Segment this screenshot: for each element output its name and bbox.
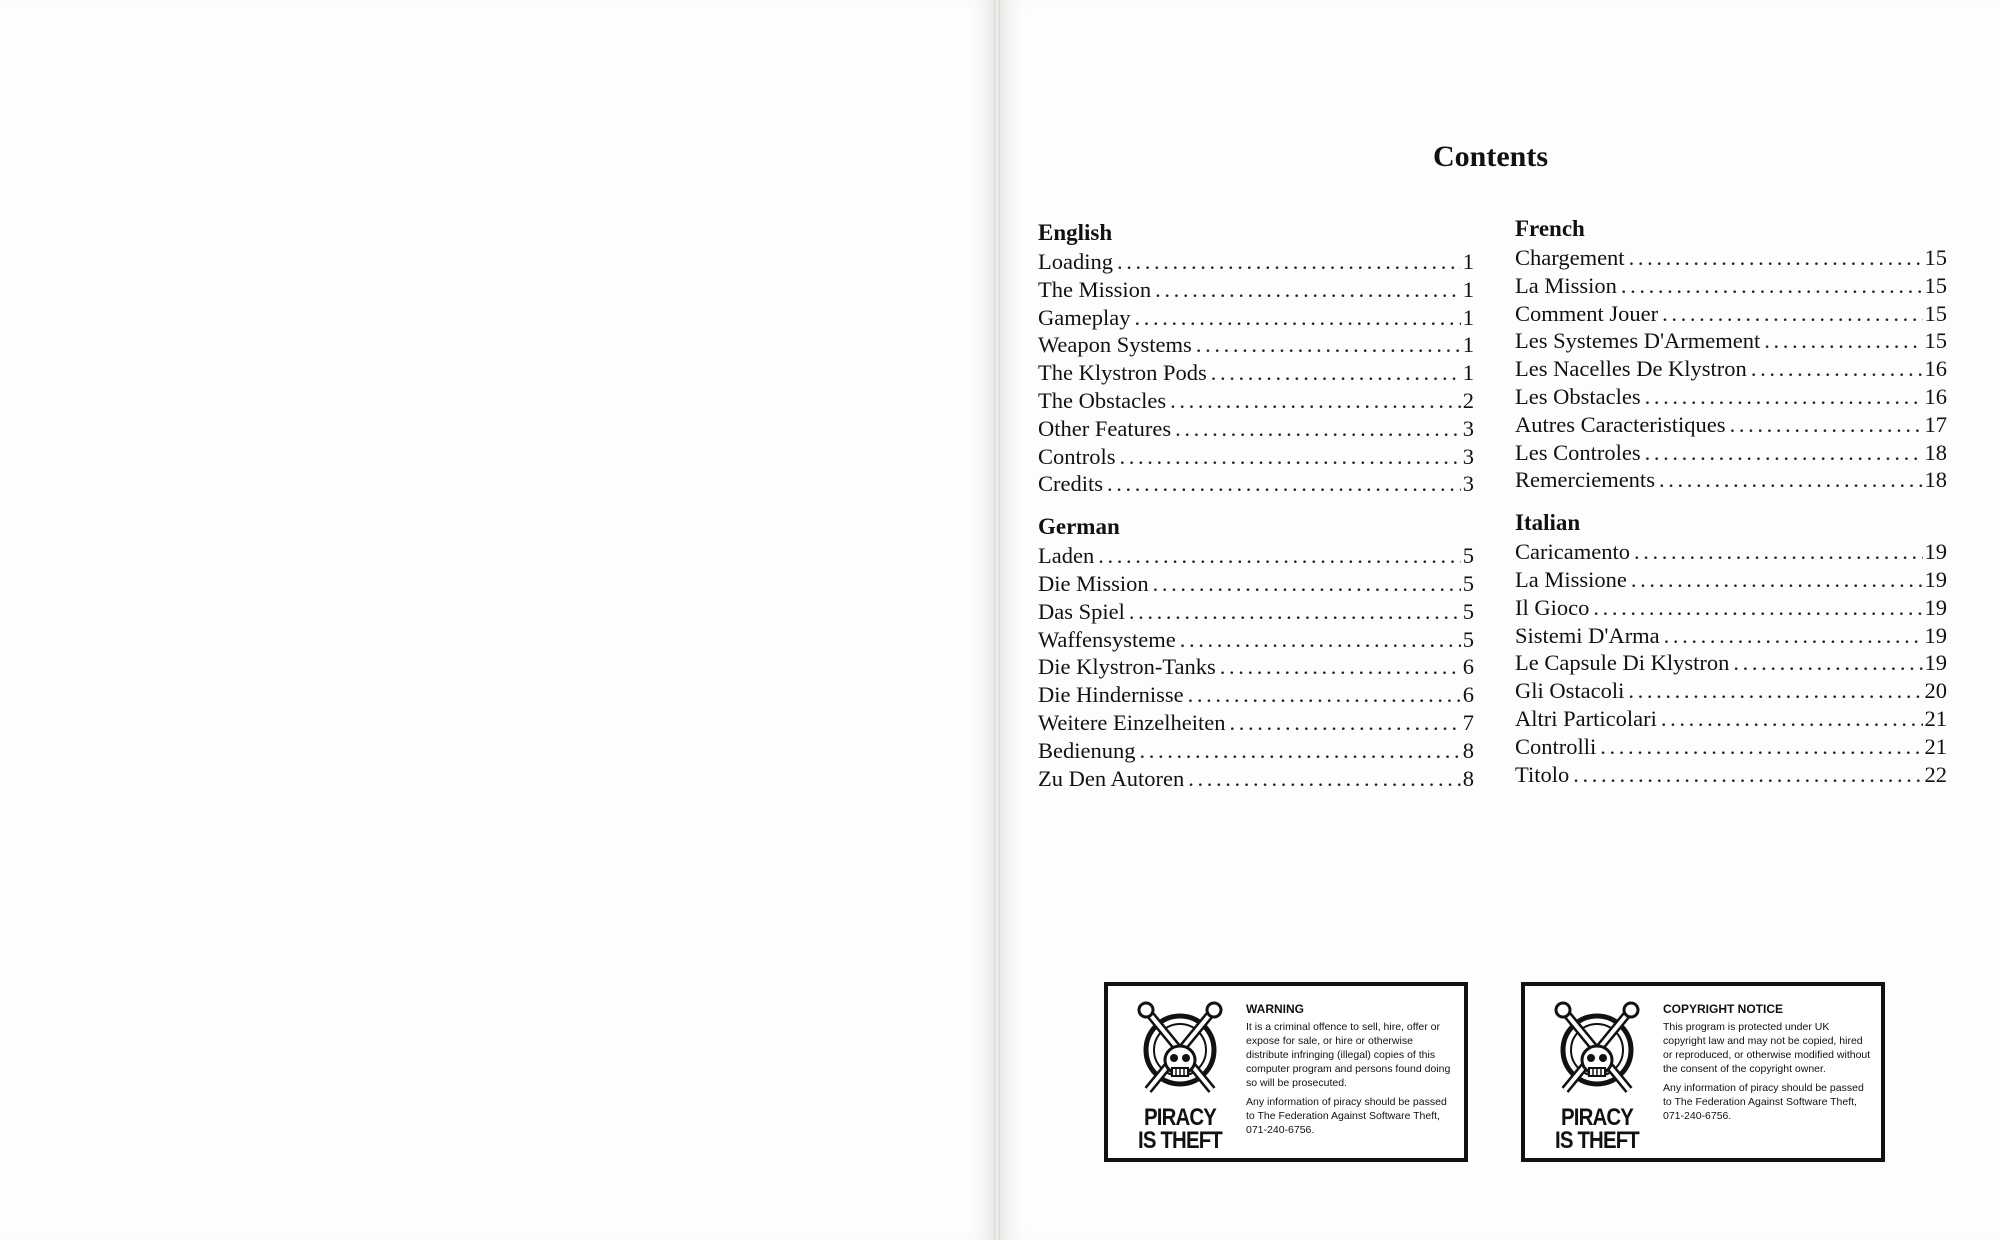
dot-leader <box>1211 359 1461 387</box>
toc-entry-page: 19 <box>1924 566 1947 592</box>
toc-entry-page: 20 <box>1924 678 1947 704</box>
toc-entry-label: Les Nacelles De Klystron <box>1515 356 1747 382</box>
toc-column-left <box>1038 218 1474 806</box>
dot-leader <box>1662 300 1922 328</box>
toc-entry-page: 7 <box>1462 709 1474 735</box>
section-heading: English <box>1038 220 1113 245</box>
section-heading: Italian <box>1515 510 1581 536</box>
warning-text <box>1246 1002 1456 1142</box>
toc-entry <box>1515 244 1947 272</box>
toc-entry-page: 1 <box>1462 360 1474 386</box>
toc-entry-label: Les Systemes D'Armement <box>1515 328 1761 354</box>
piracy-emblem <box>1130 1000 1230 1154</box>
dot-leader <box>1629 244 1923 272</box>
toc-entry-label: Das Spiel <box>1038 598 1125 624</box>
toc-section <box>1038 512 1474 792</box>
dot-leader <box>1600 733 1922 761</box>
toc-entry-label: Les Obstacles <box>1515 383 1641 409</box>
copyright-paragraph-2: Any information of piracy should be passed to The Federation Against Software Theft, 071-240-6756. <box>1663 1082 1864 1122</box>
toc-entry-page: 18 <box>1924 439 1947 465</box>
dot-leader <box>1593 594 1922 622</box>
copyright-paragraph-1: This program is protected under UK copyright law and may not be copied, hired or reproduced, or otherwise modified without the consent of the copyright owner. <box>1663 1021 1871 1075</box>
toc-entry-label: Controls <box>1038 443 1116 469</box>
dot-leader <box>1645 383 1923 411</box>
toc-entry-page: 3 <box>1462 443 1474 469</box>
dot-leader <box>1661 705 1923 733</box>
toc-entry-page: 16 <box>1924 383 1947 409</box>
toc-section <box>1038 218 1474 498</box>
toc-entry <box>1038 653 1474 681</box>
toc-entry <box>1038 276 1474 304</box>
dot-leader <box>1098 542 1461 570</box>
toc-entry-label: Gameplay <box>1038 304 1131 330</box>
toc-entry <box>1515 300 1947 328</box>
toc-entry <box>1515 594 1947 622</box>
dot-leader <box>1120 443 1461 471</box>
toc-entry-label: Weitere Einzelheiten <box>1038 709 1226 735</box>
toc-entry <box>1515 466 1947 494</box>
dot-leader <box>1188 681 1461 709</box>
toc-entry <box>1038 709 1474 737</box>
dot-leader <box>1229 709 1460 737</box>
left-page <box>0 0 994 1240</box>
toc-entry <box>1038 765 1474 793</box>
dot-leader <box>1634 538 1923 566</box>
toc-entry-label: The Klystron Pods <box>1038 360 1207 386</box>
toc-entry-page: 15 <box>1924 300 1947 326</box>
toc-entry-label: La Missione <box>1515 566 1627 592</box>
dot-leader <box>1153 570 1461 598</box>
dot-leader <box>1573 761 1922 789</box>
dot-leader <box>1751 355 1923 383</box>
dot-leader <box>1180 626 1461 654</box>
dot-leader <box>1659 466 1923 494</box>
toc-entry <box>1038 331 1474 359</box>
emblem-line-2: IS THEFT <box>1555 1127 1639 1154</box>
toc-entry-page: 19 <box>1924 650 1947 676</box>
toc-entry <box>1038 570 1474 598</box>
toc-entry-label: Weapon Systems <box>1038 332 1192 358</box>
toc-entry-label: Credits <box>1038 471 1103 497</box>
toc-entry-page: 1 <box>1462 332 1474 358</box>
warning-paragraph-1: It is a criminal offence to sell, hire, offer or expose for sale, or hire or otherwise distribute infringing (illegal) copies of this computer program and persons found doing so will be prosecuted. <box>1246 1021 1451 1089</box>
toc-entry-page: 1 <box>1462 304 1474 330</box>
toc-entry-label: Remerciements <box>1515 467 1655 493</box>
warning-paragraph-2: Any information of piracy should be passed to The Federation Against Software Theft, 071-240-6756. <box>1246 1096 1447 1136</box>
toc-entry <box>1038 470 1474 498</box>
section-heading: French <box>1515 216 1585 241</box>
toc-column-right <box>1515 214 1947 802</box>
toc-entry-page: 22 <box>1924 761 1947 787</box>
toc-entry-page: 3 <box>1462 471 1474 497</box>
copyright-text <box>1663 1002 1873 1128</box>
dot-leader <box>1170 387 1461 415</box>
toc-entry-page: 21 <box>1924 705 1947 731</box>
contents-title: Contents <box>1433 140 1549 173</box>
toc-entry <box>1038 248 1474 276</box>
toc-entry-page: 15 <box>1924 272 1947 298</box>
dot-leader <box>1730 411 1923 439</box>
toc-entry-page: 5 <box>1462 626 1474 652</box>
toc-entry-label: Autres Caracteristiques <box>1515 411 1726 437</box>
toc-entry-page: 5 <box>1462 570 1474 596</box>
toc-entry <box>1515 272 1947 300</box>
toc-entry <box>1038 542 1474 570</box>
toc-entry <box>1515 761 1947 789</box>
skull-crossbones-icon <box>1136 1000 1224 1100</box>
toc-entry-page: 15 <box>1924 245 1947 270</box>
dot-leader <box>1188 765 1461 793</box>
dot-leader <box>1139 737 1460 765</box>
copyright-notice-box <box>1521 982 1885 1162</box>
toc-entry <box>1515 538 1947 566</box>
toc-entry-label: Le Capsule Di Klystron <box>1515 650 1730 676</box>
toc-entry <box>1038 598 1474 626</box>
toc-entry-label: Laden <box>1038 543 1095 569</box>
dot-leader <box>1628 677 1922 705</box>
toc-entry-page: 5 <box>1462 598 1474 624</box>
toc-entry <box>1038 626 1474 654</box>
toc-entry-page: 3 <box>1462 415 1474 441</box>
toc-entry-label: Other Features <box>1038 415 1172 441</box>
toc-entry-label: Comment Jouer <box>1515 300 1659 326</box>
toc-entry <box>1038 681 1474 709</box>
toc-entry-page: 21 <box>1924 733 1947 759</box>
toc-entry-page: 19 <box>1924 622 1947 648</box>
toc-section <box>1515 214 1947 494</box>
toc-entry-label: Die Klystron-Tanks <box>1038 654 1216 680</box>
toc-entry-page: 16 <box>1924 356 1947 382</box>
toc-entry-label: Bedienung <box>1038 737 1136 763</box>
dot-leader <box>1664 622 1923 650</box>
dot-leader <box>1764 327 1922 355</box>
toc-entry-page: 5 <box>1462 543 1474 569</box>
dot-leader <box>1631 566 1923 594</box>
dot-leader <box>1733 649 1922 677</box>
warning-heading: WARNING <box>1246 1002 1304 1016</box>
toc-entry-page: 8 <box>1462 737 1474 763</box>
toc-entry-label: Chargement <box>1515 245 1625 270</box>
toc-entry-label: Titolo <box>1515 761 1570 787</box>
emblem-line-1: PIRACY <box>1144 1104 1216 1131</box>
piracy-is-theft-label <box>1555 1106 1640 1152</box>
skull-crossbones-icon <box>1553 1000 1641 1100</box>
toc-entry-page: 6 <box>1462 654 1474 680</box>
toc-entry-page: 6 <box>1462 682 1474 708</box>
toc-entry-label: Controlli <box>1515 733 1597 759</box>
dot-leader <box>1129 598 1461 626</box>
emblem-line-1: PIRACY <box>1561 1104 1633 1131</box>
toc-entry-label: Die Hindernisse <box>1038 682 1184 708</box>
toc-entry <box>1038 387 1474 415</box>
toc-entry <box>1038 443 1474 471</box>
toc-entry <box>1038 359 1474 387</box>
toc-entry <box>1515 355 1947 383</box>
copyright-heading: COPYRIGHT NOTICE <box>1663 1002 1784 1016</box>
toc-entry-label: Zu Den Autoren <box>1038 765 1185 791</box>
toc-entry <box>1038 415 1474 443</box>
toc-entry <box>1038 304 1474 332</box>
toc-entry-label: Sistemi D'Arma <box>1515 622 1660 648</box>
dot-leader <box>1155 276 1461 304</box>
toc-entry-page: 18 <box>1924 467 1947 493</box>
toc-entry-label: Gli Ostacoli <box>1515 678 1625 704</box>
toc-entry <box>1515 677 1947 705</box>
toc-entry-label: Die Mission <box>1038 570 1149 596</box>
emblem-line-2: IS THEFT <box>1138 1127 1222 1154</box>
toc-entry-page: 1 <box>1462 276 1474 302</box>
toc-entry <box>1038 737 1474 765</box>
dot-leader <box>1107 470 1461 498</box>
toc-section <box>1515 508 1947 788</box>
toc-entry <box>1515 705 1947 733</box>
piracy-is-theft-label <box>1138 1106 1223 1152</box>
dot-leader <box>1621 272 1923 300</box>
dot-leader <box>1117 248 1461 276</box>
piracy-warning-box <box>1104 982 1468 1162</box>
toc-entry <box>1515 622 1947 650</box>
toc-entry-label: Loading <box>1038 249 1113 274</box>
piracy-emblem <box>1547 1000 1647 1154</box>
dot-leader <box>1134 304 1460 332</box>
toc-entry-label: The Mission <box>1038 276 1152 302</box>
toc-entry-page: 19 <box>1924 539 1947 565</box>
toc-entry <box>1515 733 1947 761</box>
toc-entry <box>1515 327 1947 355</box>
toc-entry-page: 1 <box>1462 249 1474 274</box>
toc-entry <box>1515 383 1947 411</box>
toc-entry-page: 8 <box>1462 765 1474 791</box>
dot-leader <box>1196 331 1461 359</box>
toc-entry <box>1515 566 1947 594</box>
toc-entry-page: 19 <box>1924 594 1947 620</box>
toc-entry-page: 2 <box>1462 387 1474 413</box>
dot-leader <box>1645 439 1923 467</box>
dot-leader <box>1220 653 1461 681</box>
toc-entry-label: La Mission <box>1515 272 1617 298</box>
dot-leader <box>1175 415 1461 443</box>
toc-entry-label: Waffensysteme <box>1038 626 1176 652</box>
toc-entry-page: 17 <box>1924 411 1947 437</box>
toc-entry-label: Altri Particolari <box>1515 705 1657 731</box>
toc-entry <box>1515 439 1947 467</box>
toc-entry-label: Il Gioco <box>1515 594 1590 620</box>
toc-entry-page: 15 <box>1924 328 1947 354</box>
toc-entry-label: The Obstacles <box>1038 387 1167 413</box>
toc-entry <box>1515 649 1947 677</box>
section-heading: German <box>1038 514 1120 540</box>
toc-entry-label: Les Controles <box>1515 439 1641 465</box>
toc-entry-label: Caricamento <box>1515 539 1630 565</box>
toc-entry <box>1515 411 1947 439</box>
